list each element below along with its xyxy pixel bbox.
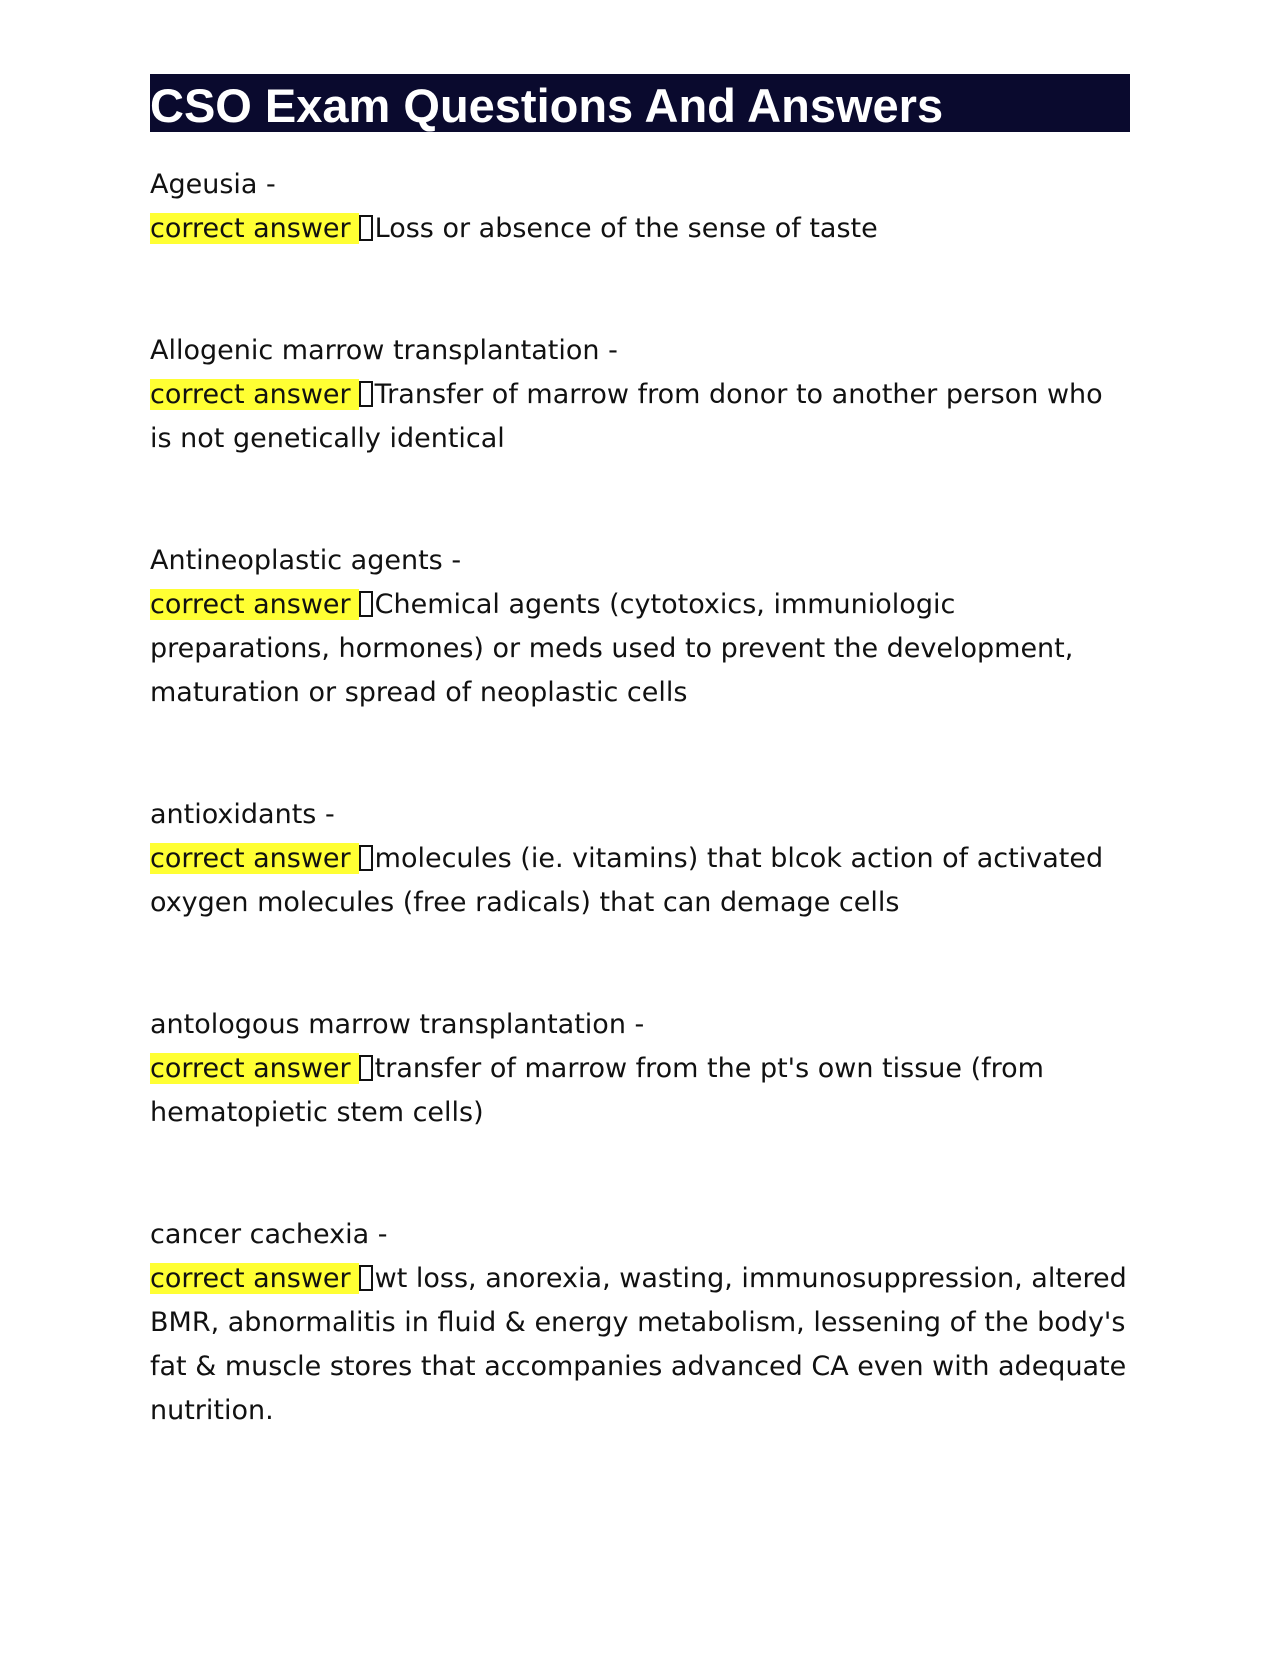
answer-line (150, 1257, 1130, 1433)
question-term: cancer cachexia - (150, 1219, 388, 1250)
question-term: Antineoplastic agents - (150, 545, 462, 576)
answer-prefix-highlight: correct answer (150, 213, 359, 244)
answer-prefix-highlight: correct answer (150, 379, 359, 410)
answer-prefix-highlight: correct answer (150, 1263, 359, 1294)
answer-text: Transfer of marrow from donor to another person who is not genetically identical (150, 379, 1103, 454)
document-page (150, 74, 1130, 1511)
answer-line (150, 583, 1130, 715)
missing-glyph-icon (359, 845, 373, 871)
missing-glyph-icon (359, 1265, 373, 1291)
qa-entry (150, 1213, 1130, 1433)
answer-line (150, 1047, 1130, 1135)
question-term: Allogenic marrow transplantation - (150, 335, 618, 366)
answer-prefix-highlight: correct answer (150, 843, 359, 874)
question-term: antologous marrow transplantation - (150, 1009, 645, 1040)
missing-glyph-icon (359, 381, 373, 407)
qa-entry (150, 163, 1130, 251)
answer-text: transfer of marrow from the pt's own tissue (from hematopietic stem cells) (150, 1053, 1044, 1128)
qa-entry (150, 539, 1130, 715)
title-bar (150, 74, 1130, 132)
qa-entry (150, 793, 1130, 925)
answer-prefix-highlight: correct answer (150, 1053, 359, 1084)
question-term: Ageusia - (150, 169, 276, 200)
answer-prefix-highlight: correct answer (150, 589, 359, 620)
answer-text: Loss or absence of the sense of taste (374, 213, 878, 244)
qa-entry (150, 1003, 1130, 1135)
document-title: CSO Exam Questions And Answers (150, 78, 944, 132)
answer-text: molecules (ie. vitamins) that blcok action of activated oxygen molecules (free radicals) that can demage cells (150, 843, 1104, 918)
missing-glyph-icon (359, 591, 373, 617)
question-term: antioxidants - (150, 799, 335, 830)
answer-line (150, 373, 1130, 461)
answer-text: Chemical agents (cytotoxics, immuniologic preparations, hormones) or meds used to prevent the development, maturation or spread of neoplastic cells (150, 589, 1074, 708)
answer-line (150, 207, 1130, 251)
missing-glyph-icon (359, 1055, 373, 1081)
answer-text: wt loss, anorexia, wasting, immunosuppression, altered BMR, abnormalitis in fluid & energy metabolism, lessening of the body's fat & muscle stores that accompanies advanced CA even with adequate nutrition. (150, 1263, 1127, 1426)
qa-list (150, 163, 1130, 1433)
qa-entry (150, 329, 1130, 461)
answer-line (150, 837, 1130, 925)
missing-glyph-icon (359, 215, 373, 241)
